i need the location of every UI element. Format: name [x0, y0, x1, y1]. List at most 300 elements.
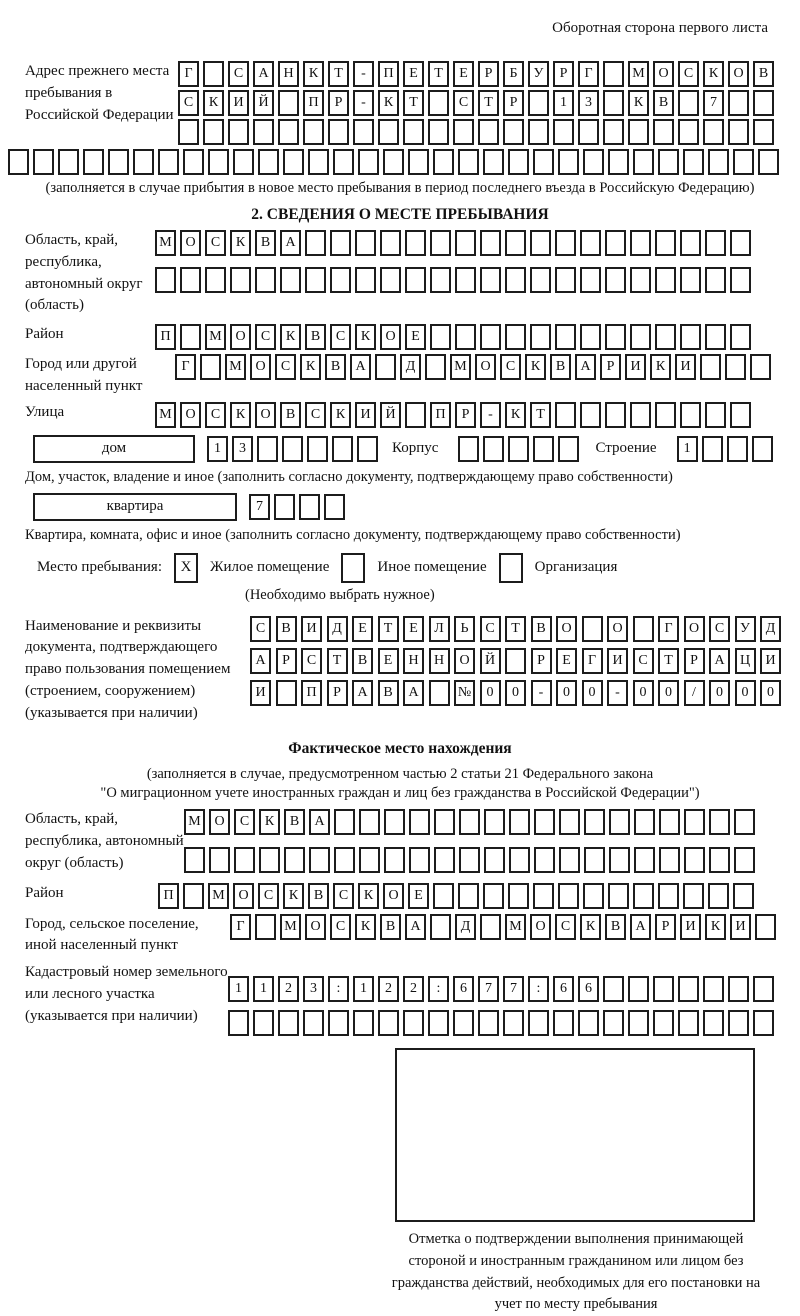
char-cell[interactable] [253, 1010, 274, 1036]
char-cell[interactable]: Г [582, 648, 603, 674]
char-cell[interactable] [705, 267, 726, 293]
char-cell[interactable] [653, 1010, 674, 1036]
char-cell[interactable]: И [760, 648, 781, 674]
char-cell[interactable] [530, 230, 551, 256]
char-cell[interactable] [655, 402, 676, 428]
char-cell[interactable] [758, 149, 779, 175]
char-cell[interactable]: К [203, 90, 224, 116]
char-cell[interactable] [705, 230, 726, 256]
char-cell[interactable] [728, 119, 749, 145]
char-cell[interactable] [208, 149, 229, 175]
char-cell[interactable]: О [728, 61, 749, 87]
char-cell[interactable] [403, 119, 424, 145]
char-cell[interactable] [433, 883, 454, 909]
char-cell[interactable]: М [155, 402, 176, 428]
char-cell[interactable]: Т [478, 90, 499, 116]
char-cell[interactable]: А [403, 680, 424, 706]
char-cell[interactable] [409, 847, 430, 873]
char-cell[interactable] [630, 402, 651, 428]
char-cell[interactable]: И [730, 914, 751, 940]
char-cell[interactable] [605, 230, 626, 256]
char-cell[interactable] [753, 976, 774, 1002]
char-cell[interactable]: О [530, 914, 551, 940]
char-cell[interactable]: М [155, 230, 176, 256]
char-cell[interactable]: № [454, 680, 475, 706]
char-cell[interactable] [534, 809, 555, 835]
char-cell[interactable]: С [709, 616, 730, 642]
char-cell[interactable]: 0 [709, 680, 730, 706]
char-cell[interactable]: С [234, 809, 255, 835]
char-cell[interactable]: 0 [556, 680, 577, 706]
char-cell[interactable] [155, 267, 176, 293]
char-cell[interactable]: С [301, 648, 322, 674]
char-cell[interactable] [603, 976, 624, 1002]
char-cell[interactable]: С [205, 402, 226, 428]
char-cell[interactable] [433, 149, 454, 175]
char-cell[interactable]: Й [253, 90, 274, 116]
char-cell[interactable] [255, 914, 276, 940]
char-cell[interactable] [580, 324, 601, 350]
char-cell[interactable] [309, 847, 330, 873]
char-cell[interactable] [278, 119, 299, 145]
char-cell[interactable]: О [607, 616, 628, 642]
char-cell[interactable]: П [378, 61, 399, 87]
char-cell[interactable]: М [208, 883, 229, 909]
char-cell[interactable] [357, 436, 378, 462]
char-cell[interactable] [203, 119, 224, 145]
char-cell[interactable] [533, 436, 554, 462]
char-cell[interactable]: К [580, 914, 601, 940]
char-cell[interactable]: Д [455, 914, 476, 940]
char-cell[interactable]: А [253, 61, 274, 87]
char-cell[interactable] [680, 402, 701, 428]
char-cell[interactable]: К [358, 883, 379, 909]
char-cell[interactable] [375, 354, 396, 380]
char-cell[interactable] [158, 149, 179, 175]
char-cell[interactable] [384, 809, 405, 835]
char-cell[interactable] [355, 267, 376, 293]
char-cell[interactable] [583, 149, 604, 175]
char-cell[interactable]: В [276, 616, 297, 642]
char-cell[interactable] [205, 267, 226, 293]
char-cell[interactable]: 1 [353, 976, 374, 1002]
char-cell[interactable] [403, 1010, 424, 1036]
char-cell[interactable]: 7 [503, 976, 524, 1002]
char-cell[interactable]: С [453, 90, 474, 116]
char-cell[interactable] [582, 616, 603, 642]
char-cell[interactable] [678, 119, 699, 145]
char-cell[interactable] [555, 324, 576, 350]
char-cell[interactable]: К [650, 354, 671, 380]
char-cell[interactable] [453, 119, 474, 145]
char-cell[interactable] [708, 883, 729, 909]
char-cell[interactable]: В [531, 616, 552, 642]
char-cell[interactable]: 2 [378, 976, 399, 1002]
char-cell[interactable] [702, 436, 723, 462]
char-cell[interactable] [733, 149, 754, 175]
char-cell[interactable] [353, 1010, 374, 1036]
char-cell[interactable] [750, 354, 771, 380]
char-cell[interactable]: С [330, 324, 351, 350]
char-cell[interactable]: К [283, 883, 304, 909]
char-cell[interactable] [234, 847, 255, 873]
char-cell[interactable] [430, 230, 451, 256]
char-cell[interactable] [430, 914, 451, 940]
char-cell[interactable] [558, 149, 579, 175]
char-cell[interactable] [634, 809, 655, 835]
char-cell[interactable]: Р [478, 61, 499, 87]
char-cell[interactable] [655, 324, 676, 350]
char-cell[interactable]: : [428, 976, 449, 1002]
char-cell[interactable] [455, 230, 476, 256]
char-cell[interactable]: Р [655, 914, 676, 940]
char-cell[interactable]: 2 [403, 976, 424, 1002]
char-cell[interactable]: 7 [249, 494, 270, 520]
char-cell[interactable]: О [475, 354, 496, 380]
char-cell[interactable] [378, 1010, 399, 1036]
char-cell[interactable]: И [680, 914, 701, 940]
char-cell[interactable] [503, 1010, 524, 1036]
char-cell[interactable]: В [653, 90, 674, 116]
char-cell[interactable] [580, 230, 601, 256]
char-cell[interactable] [603, 90, 624, 116]
char-cell[interactable]: У [735, 616, 756, 642]
char-cell[interactable]: В [280, 402, 301, 428]
char-cell[interactable]: Е [405, 324, 426, 350]
char-cell[interactable] [509, 847, 530, 873]
char-cell[interactable] [555, 267, 576, 293]
char-cell[interactable]: С [480, 616, 501, 642]
char-cell[interactable] [528, 119, 549, 145]
char-cell[interactable]: Г [178, 61, 199, 87]
char-cell[interactable] [728, 976, 749, 1002]
char-cell[interactable]: И [625, 354, 646, 380]
char-cell[interactable]: А [575, 354, 596, 380]
char-cell[interactable]: Т [403, 90, 424, 116]
char-cell[interactable] [355, 230, 376, 256]
char-cell[interactable] [405, 230, 426, 256]
char-cell[interactable]: 2 [278, 976, 299, 1002]
char-cell[interactable]: Р [684, 648, 705, 674]
char-cell[interactable] [683, 149, 704, 175]
char-cell[interactable] [283, 149, 304, 175]
char-cell[interactable] [459, 847, 480, 873]
char-cell[interactable]: О [653, 61, 674, 87]
char-cell[interactable] [630, 267, 651, 293]
char-cell[interactable]: В [352, 648, 373, 674]
char-cell[interactable] [683, 883, 704, 909]
char-cell[interactable]: Д [327, 616, 348, 642]
char-cell[interactable]: - [531, 680, 552, 706]
char-cell[interactable]: С [555, 914, 576, 940]
char-cell[interactable] [478, 1010, 499, 1036]
char-cell[interactable] [633, 883, 654, 909]
char-cell[interactable]: В [550, 354, 571, 380]
char-cell[interactable]: К [628, 90, 649, 116]
char-cell[interactable]: 0 [658, 680, 679, 706]
char-cell[interactable]: К [330, 402, 351, 428]
char-cell[interactable] [259, 847, 280, 873]
char-cell[interactable]: О [233, 883, 254, 909]
char-cell[interactable]: В [380, 914, 401, 940]
char-cell[interactable]: Т [530, 402, 551, 428]
char-cell[interactable] [730, 267, 751, 293]
char-cell[interactable] [653, 119, 674, 145]
char-cell[interactable] [608, 149, 629, 175]
char-cell[interactable] [305, 267, 326, 293]
char-cell[interactable]: К [505, 402, 526, 428]
char-cell[interactable] [730, 324, 751, 350]
char-cell[interactable]: Д [760, 616, 781, 642]
char-cell[interactable] [505, 648, 526, 674]
char-cell[interactable] [334, 847, 355, 873]
char-cell[interactable] [634, 847, 655, 873]
char-cell[interactable] [180, 324, 201, 350]
char-cell[interactable]: А [709, 648, 730, 674]
char-cell[interactable] [553, 1010, 574, 1036]
char-cell[interactable] [183, 883, 204, 909]
char-cell[interactable]: В [308, 883, 329, 909]
char-cell[interactable]: В [753, 61, 774, 87]
house-type-box[interactable]: дом [33, 435, 195, 463]
char-cell[interactable] [203, 61, 224, 87]
char-cell[interactable] [408, 149, 429, 175]
char-cell[interactable] [703, 119, 724, 145]
char-cell[interactable] [328, 1010, 349, 1036]
char-cell[interactable] [274, 494, 295, 520]
char-cell[interactable] [505, 267, 526, 293]
char-cell[interactable] [728, 1010, 749, 1036]
char-cell[interactable]: М [505, 914, 526, 940]
char-cell[interactable]: С [500, 354, 521, 380]
char-cell[interactable]: С [255, 324, 276, 350]
char-cell[interactable]: 1 [677, 436, 698, 462]
char-cell[interactable] [480, 267, 501, 293]
char-cell[interactable] [230, 267, 251, 293]
char-cell[interactable] [200, 354, 221, 380]
char-cell[interactable] [430, 324, 451, 350]
char-cell[interactable] [609, 847, 630, 873]
char-cell[interactable] [409, 809, 430, 835]
char-cell[interactable] [605, 267, 626, 293]
char-cell[interactable] [653, 976, 674, 1002]
char-cell[interactable]: И [607, 648, 628, 674]
char-cell[interactable]: Е [408, 883, 429, 909]
char-cell[interactable]: В [325, 354, 346, 380]
char-cell[interactable]: Т [428, 61, 449, 87]
char-cell[interactable] [730, 230, 751, 256]
char-cell[interactable] [308, 149, 329, 175]
char-cell[interactable] [458, 436, 479, 462]
char-cell[interactable] [299, 494, 320, 520]
char-cell[interactable]: 1 [207, 436, 228, 462]
char-cell[interactable]: М [450, 354, 471, 380]
char-cell[interactable]: Й [380, 402, 401, 428]
char-cell[interactable]: С [330, 914, 351, 940]
char-cell[interactable] [458, 883, 479, 909]
char-cell[interactable] [533, 883, 554, 909]
char-cell[interactable] [8, 149, 29, 175]
char-cell[interactable]: Г [175, 354, 196, 380]
char-cell[interactable]: О [180, 230, 201, 256]
char-cell[interactable]: 0 [735, 680, 756, 706]
char-cell[interactable]: С [178, 90, 199, 116]
char-cell[interactable] [284, 847, 305, 873]
char-cell[interactable]: 0 [760, 680, 781, 706]
char-cell[interactable]: Р [455, 402, 476, 428]
char-cell[interactable]: 0 [505, 680, 526, 706]
char-cell[interactable]: А [250, 648, 271, 674]
char-cell[interactable] [678, 976, 699, 1002]
char-cell[interactable]: Т [378, 616, 399, 642]
char-cell[interactable]: П [430, 402, 451, 428]
char-cell[interactable]: В [284, 809, 305, 835]
char-cell[interactable]: С [333, 883, 354, 909]
char-cell[interactable] [505, 230, 526, 256]
apartment-type-box[interactable]: квартира [33, 493, 237, 521]
char-cell[interactable] [255, 267, 276, 293]
char-cell[interactable]: Е [352, 616, 373, 642]
char-cell[interactable] [705, 402, 726, 428]
char-cell[interactable]: Н [403, 648, 424, 674]
char-cell[interactable] [528, 1010, 549, 1036]
char-cell[interactable]: П [155, 324, 176, 350]
char-cell[interactable] [328, 119, 349, 145]
char-cell[interactable]: Е [403, 61, 424, 87]
char-cell[interactable] [709, 809, 730, 835]
char-cell[interactable] [605, 402, 626, 428]
char-cell[interactable] [484, 809, 505, 835]
char-cell[interactable]: К [355, 324, 376, 350]
char-cell[interactable]: К [230, 230, 251, 256]
char-cell[interactable]: А [280, 230, 301, 256]
char-cell[interactable]: И [355, 402, 376, 428]
char-cell[interactable]: 6 [578, 976, 599, 1002]
char-cell[interactable] [580, 267, 601, 293]
char-cell[interactable]: М [280, 914, 301, 940]
char-cell[interactable]: Г [230, 914, 251, 940]
char-cell[interactable] [228, 119, 249, 145]
char-cell[interactable] [358, 149, 379, 175]
char-cell[interactable]: С [205, 230, 226, 256]
char-cell[interactable]: : [528, 976, 549, 1002]
char-cell[interactable]: Т [328, 61, 349, 87]
char-cell[interactable] [553, 119, 574, 145]
char-cell[interactable]: / [684, 680, 705, 706]
char-cell[interactable] [478, 119, 499, 145]
char-cell[interactable] [405, 402, 426, 428]
char-cell[interactable] [276, 680, 297, 706]
char-cell[interactable]: Р [328, 90, 349, 116]
char-cell[interactable] [753, 1010, 774, 1036]
char-cell[interactable] [680, 324, 701, 350]
char-cell[interactable]: - [353, 61, 374, 87]
char-cell[interactable]: 3 [303, 976, 324, 1002]
char-cell[interactable]: М [225, 354, 246, 380]
char-cell[interactable] [332, 436, 353, 462]
char-cell[interactable]: М [628, 61, 649, 87]
char-cell[interactable] [708, 149, 729, 175]
char-cell[interactable] [133, 149, 154, 175]
char-cell[interactable]: О [305, 914, 326, 940]
char-cell[interactable] [730, 402, 751, 428]
char-cell[interactable] [630, 230, 651, 256]
char-cell[interactable] [508, 883, 529, 909]
char-cell[interactable] [305, 230, 326, 256]
char-cell[interactable]: Г [578, 61, 599, 87]
char-cell[interactable] [753, 90, 774, 116]
char-cell[interactable]: П [303, 90, 324, 116]
char-cell[interactable] [330, 267, 351, 293]
char-cell[interactable]: О [684, 616, 705, 642]
char-cell[interactable] [583, 883, 604, 909]
char-cell[interactable]: О [209, 809, 230, 835]
char-cell[interactable] [253, 119, 274, 145]
char-cell[interactable] [603, 119, 624, 145]
char-cell[interactable]: Р [600, 354, 621, 380]
char-cell[interactable] [603, 61, 624, 87]
char-cell[interactable] [555, 402, 576, 428]
char-cell[interactable] [324, 494, 345, 520]
char-cell[interactable] [307, 436, 328, 462]
char-cell[interactable] [559, 809, 580, 835]
char-cell[interactable]: Т [658, 648, 679, 674]
char-cell[interactable]: 0 [633, 680, 654, 706]
char-cell[interactable]: О [230, 324, 251, 350]
char-cell[interactable]: А [350, 354, 371, 380]
char-cell[interactable] [680, 267, 701, 293]
char-cell[interactable]: У [528, 61, 549, 87]
char-cell[interactable]: О [255, 402, 276, 428]
char-cell[interactable]: 1 [228, 976, 249, 1002]
char-cell[interactable] [609, 809, 630, 835]
char-cell[interactable]: А [630, 914, 651, 940]
organization-checkbox[interactable] [499, 553, 523, 583]
char-cell[interactable] [580, 402, 601, 428]
char-cell[interactable] [178, 119, 199, 145]
char-cell[interactable]: О [380, 324, 401, 350]
char-cell[interactable] [728, 90, 749, 116]
char-cell[interactable] [534, 847, 555, 873]
char-cell[interactable] [725, 354, 746, 380]
char-cell[interactable]: К [303, 61, 324, 87]
char-cell[interactable]: - [353, 90, 374, 116]
char-cell[interactable]: К [300, 354, 321, 380]
char-cell[interactable]: А [405, 914, 426, 940]
char-cell[interactable] [628, 976, 649, 1002]
char-cell[interactable]: Д [400, 354, 421, 380]
char-cell[interactable]: О [556, 616, 577, 642]
char-cell[interactable]: М [184, 809, 205, 835]
char-cell[interactable]: Т [505, 616, 526, 642]
char-cell[interactable] [633, 616, 654, 642]
char-cell[interactable]: К [378, 90, 399, 116]
char-cell[interactable] [734, 809, 755, 835]
char-cell[interactable] [752, 436, 773, 462]
char-cell[interactable]: 3 [578, 90, 599, 116]
char-cell[interactable]: Н [429, 648, 450, 674]
char-cell[interactable] [428, 90, 449, 116]
char-cell[interactable] [703, 976, 724, 1002]
char-cell[interactable] [258, 149, 279, 175]
char-cell[interactable]: : [328, 976, 349, 1002]
char-cell[interactable] [180, 267, 201, 293]
char-cell[interactable] [578, 119, 599, 145]
char-cell[interactable] [209, 847, 230, 873]
char-cell[interactable] [484, 847, 505, 873]
char-cell[interactable]: В [305, 324, 326, 350]
char-cell[interactable] [455, 267, 476, 293]
